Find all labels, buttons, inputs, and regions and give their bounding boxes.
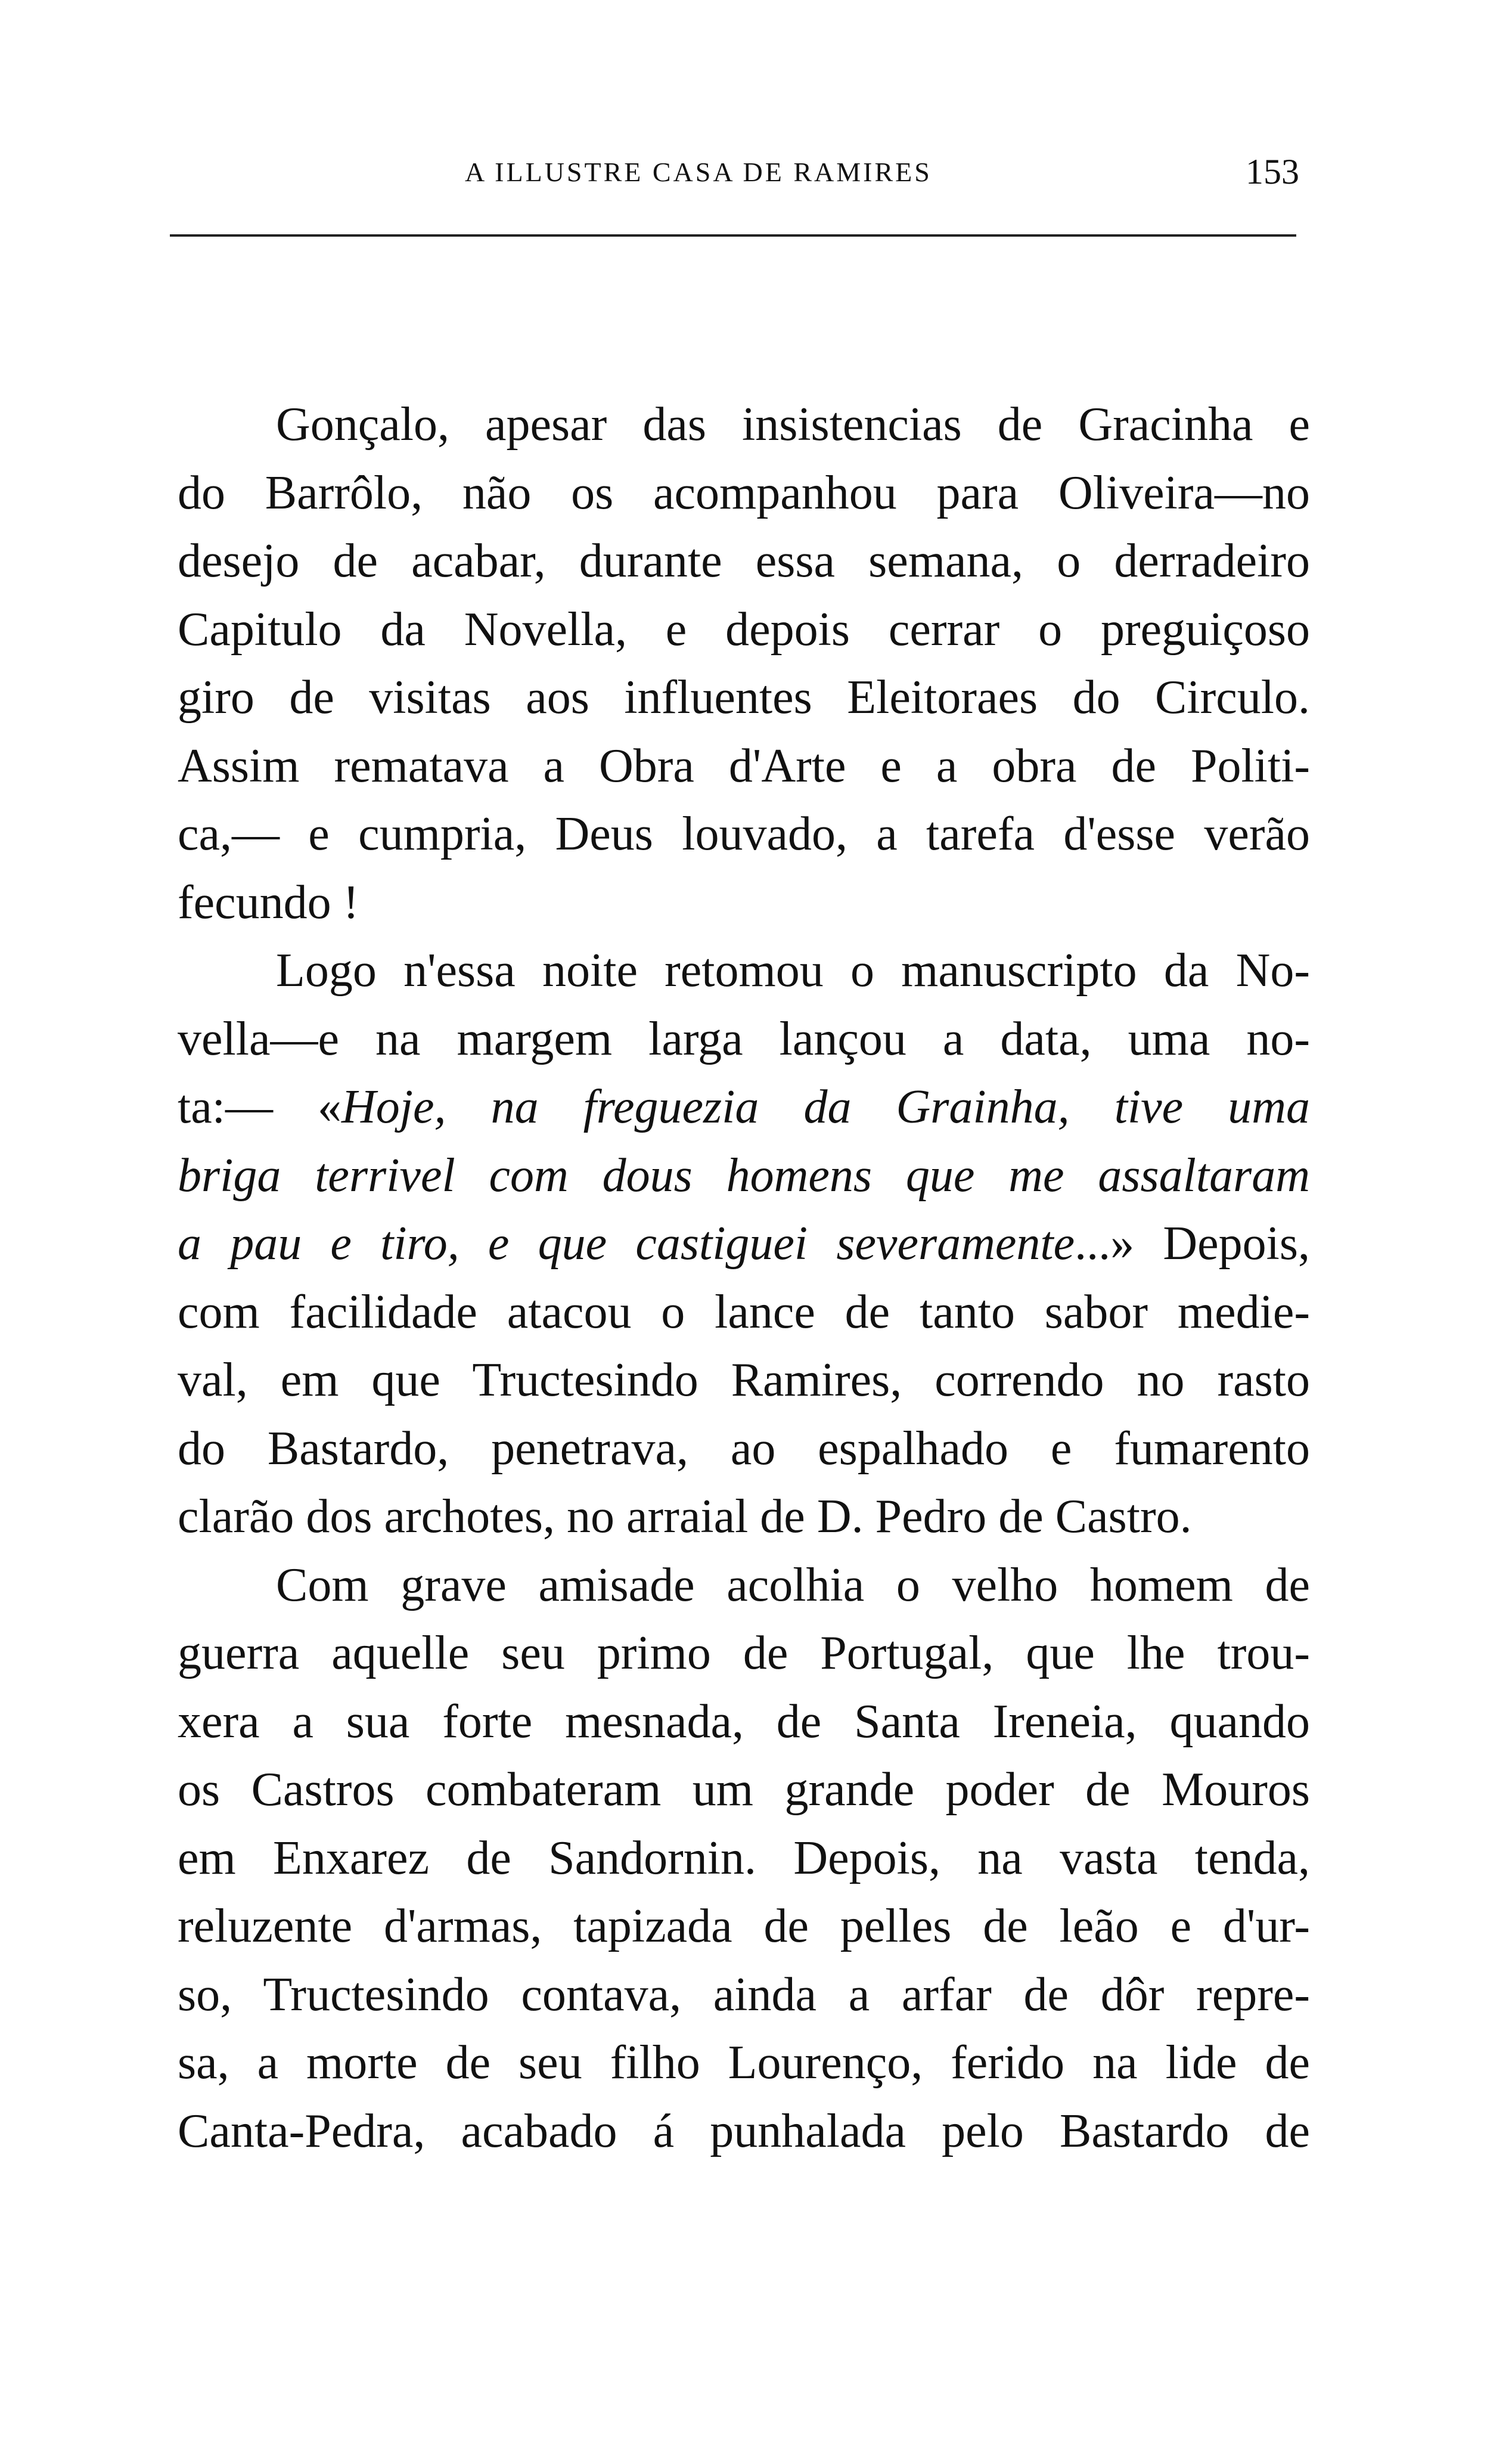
text-line: vella—e na margem larga lançou a data, uma no- [178, 1012, 1310, 1065]
italic-segment: Hoje, na freguezia da Grainha, tive uma [341, 1081, 1310, 1133]
italic-segment: a pau e tiro, e que castiguei severamente [178, 1217, 1075, 1270]
text-line: clarão dos archotes, no arraial de D. Pedro de Castro. [178, 1490, 1192, 1543]
text-line: em Enxarez de Sandornin. Depois, na vasta tenda, [178, 1831, 1310, 1884]
text-line: sa, a morte de seu filho Lourenço, ferido na lide de [178, 2036, 1310, 2089]
text-segment: ta:— « [178, 1081, 342, 1133]
text-line: desejo de acabar, durante essa semana, o derradeiro [178, 535, 1310, 587]
text-line: val, em que Tructesindo Ramires, correndo no rasto [178, 1354, 1310, 1406]
text-segment: ...» Depois, [1075, 1217, 1310, 1270]
text-line: Canta-Pedra, acabado á punhalada pelo Bastardo de [178, 2104, 1310, 2157]
text-line [178, 1073, 1310, 1142]
text-line: so, Tructesindo contava, ainda a arfar de dôr repre- [178, 1968, 1310, 2021]
text-line: do Bastardo, penetrava, ao espalhado e fumarento [178, 1422, 1310, 1475]
text-line: ca,— e cumpria, Deus louvado, a tarefa d'esse verão [178, 808, 1310, 860]
body-text [178, 390, 1310, 2165]
text-line: os Castros combateram um grande poder de Mouros [178, 1763, 1310, 1816]
italic-segment: briga terrivel com dous homens que me assaltaram [178, 1149, 1310, 1202]
text-line: do Barrôlo, não os acompanhou para Oliveira—no [178, 466, 1310, 519]
text-line: Capitulo da Novella, e depois cerrar o preguiçoso [178, 603, 1310, 656]
text-line: fecundo ! [178, 876, 359, 929]
text-line: guerra aquelle seu primo de Portugal, que lhe trou- [178, 1627, 1310, 1679]
text-line: reluzente d'armas, tapizada de pelles de leão e d'ur- [178, 1900, 1310, 1952]
text-line: Gonçalo, apesar das insistencias de Gracinha e [276, 398, 1310, 451]
page-number: 153 [1246, 152, 1299, 191]
text-line: Assim rematava a Obra d'Arte e a obra de Politi- [178, 739, 1310, 792]
running-title: A ILLUSTRE CASA DE RAMIRES [465, 157, 932, 187]
text-line: com facilidade atacou o lance de tanto sabor medie- [178, 1285, 1310, 1338]
text-line [178, 1210, 1310, 1278]
text-line: giro de visitas aos influentes Eleitoraes do Circulo. [178, 671, 1310, 724]
running-head [167, 152, 1299, 204]
header-rule [170, 234, 1296, 237]
text-line: Logo n'essa noite retomou o manuscripto da No- [276, 944, 1310, 997]
text-line: xera a sua forte mesnada, de Santa Ireneia, quando [178, 1695, 1310, 1748]
text-line: Com grave amisade acolhia o velho homem de [276, 1558, 1310, 1611]
text-line [178, 1142, 1310, 1210]
